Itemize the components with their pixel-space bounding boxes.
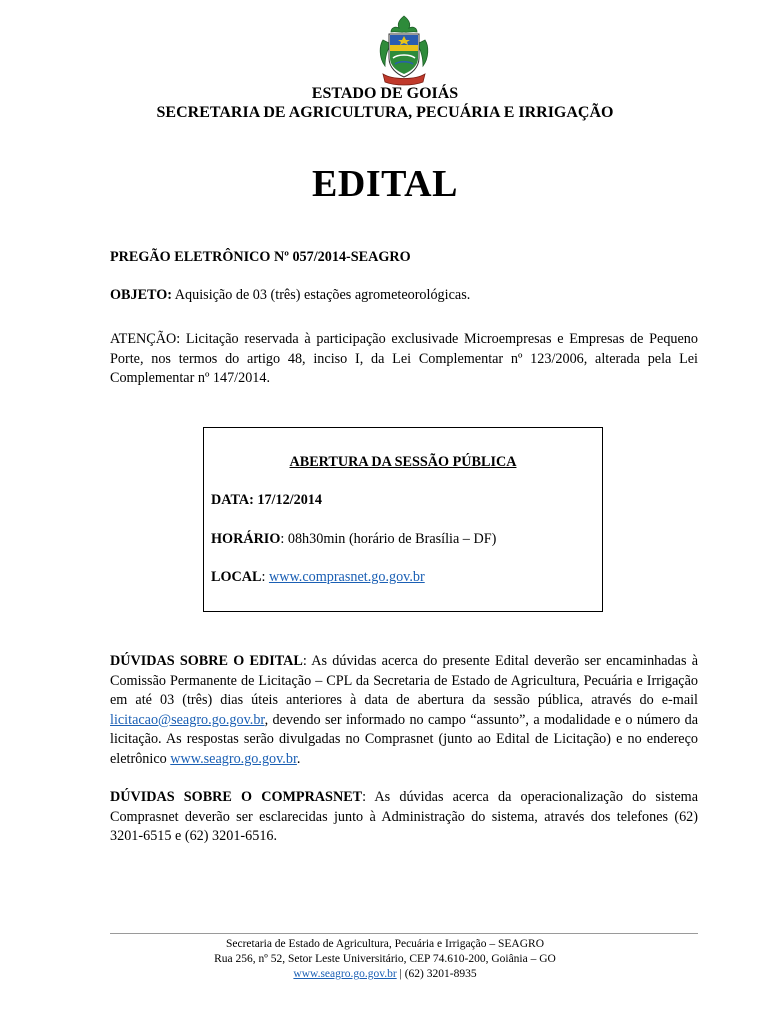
atencao-paragraph: ATENÇÃO: Licitação reservada à participação exclusivade Microempresas e Empresas de Pequeno Porte, nos termos do artigo 48, inciso I, da Lei Complementar nº 123/2006, alterada pela Lei Complementar nº 147/2014. xyxy=(110,331,698,386)
footer-site-link[interactable]: www.seagro.go.gov.br xyxy=(293,968,397,980)
date-value: : 17/12/2014 xyxy=(249,492,322,508)
session-date xyxy=(211,492,322,509)
comprasnet-link[interactable]: www.comprasnet.go.gov.br xyxy=(268,569,425,585)
duvidas-edital-text-2: , devendo ser informado no campo “assunto”, a modalidade e o número da licitação. As respostas serão divulgadas no Comprasnet (junto ao Edital de Licitação) e no endereço eletrônico xyxy=(110,711,698,767)
session-time xyxy=(211,531,496,548)
duvidas-comprasnet-label: DÚVIDAS SOBRE O COMPRASNET xyxy=(110,789,363,805)
secretariat-heading: SECRETARIA DE AGRICULTURA, PECUÁRIA E IRRIGAÇÃO xyxy=(156,104,614,121)
session-box-title: ABERTURA DA SESSÃO PÚBLICA xyxy=(289,454,517,470)
objeto-text: Aquisição de 03 (três) estações agrometeorológicas. xyxy=(172,287,471,303)
goias-coat-of-arms-logo xyxy=(373,14,435,86)
footer-divider xyxy=(110,933,698,934)
footer-line-1: Secretaria de Estado de Agricultura, Pecuária e Irrigação – SEAGRO xyxy=(225,938,545,950)
state-name-heading: ESTADO DE GOIÁS xyxy=(311,85,459,102)
objeto-label: OBJETO: xyxy=(110,287,173,303)
footer-line-3 xyxy=(0,967,770,982)
footer-line-2: Rua 256, nº 52, Setor Leste Universitário, CEP 74.610-200, Goiânia – GO xyxy=(214,953,556,965)
duvidas-edital-text-3: . xyxy=(296,750,301,767)
seagro-site-link[interactable]: www.seagro.go.gov.br xyxy=(170,750,297,767)
objeto-paragraph xyxy=(110,286,698,306)
session-location xyxy=(211,569,425,586)
duvidas-edital-label: DÚVIDAS SOBRE O EDITAL xyxy=(110,653,303,669)
time-value: : 08h30min (horário de Brasília – DF) xyxy=(280,531,497,547)
location-label: LOCAL xyxy=(211,569,262,585)
location-sep: : xyxy=(261,569,269,585)
duvidas-edital-text-1: : As dúvidas acerca do presente Edital deverão ser encaminhadas à Comissão Permanente de Licitação – CPL da Secretaria de Estado de Agricultura, Pecuária e Irrigação em até 03 (três) dias úteis anteriores à data de abertura da sessão pública, através do e-mail xyxy=(110,653,699,708)
footer-phone: | (62) 3201-8935 xyxy=(396,968,477,980)
date-label: DATA xyxy=(211,492,250,508)
duvidas-comprasnet-text: : As dúvidas acerca da operacionalização do sistema Comprasnet deverão ser esclarecidas junto à Administração do sistema, através dos telefones (62) 3201-6515 e (62) 3201-6516. xyxy=(110,789,698,844)
duvidas-edital-paragraph xyxy=(110,652,698,769)
pregao-number: PREGÃO ELETRÔNICO Nº 057/2014-SEAGRO xyxy=(110,249,411,265)
document-title: EDITAL xyxy=(312,163,458,205)
time-label: HORÁRIO xyxy=(211,531,281,547)
email-link[interactable]: licitacao@seagro.go.gov.br xyxy=(110,711,265,728)
duvidas-comprasnet-paragraph xyxy=(110,788,698,847)
